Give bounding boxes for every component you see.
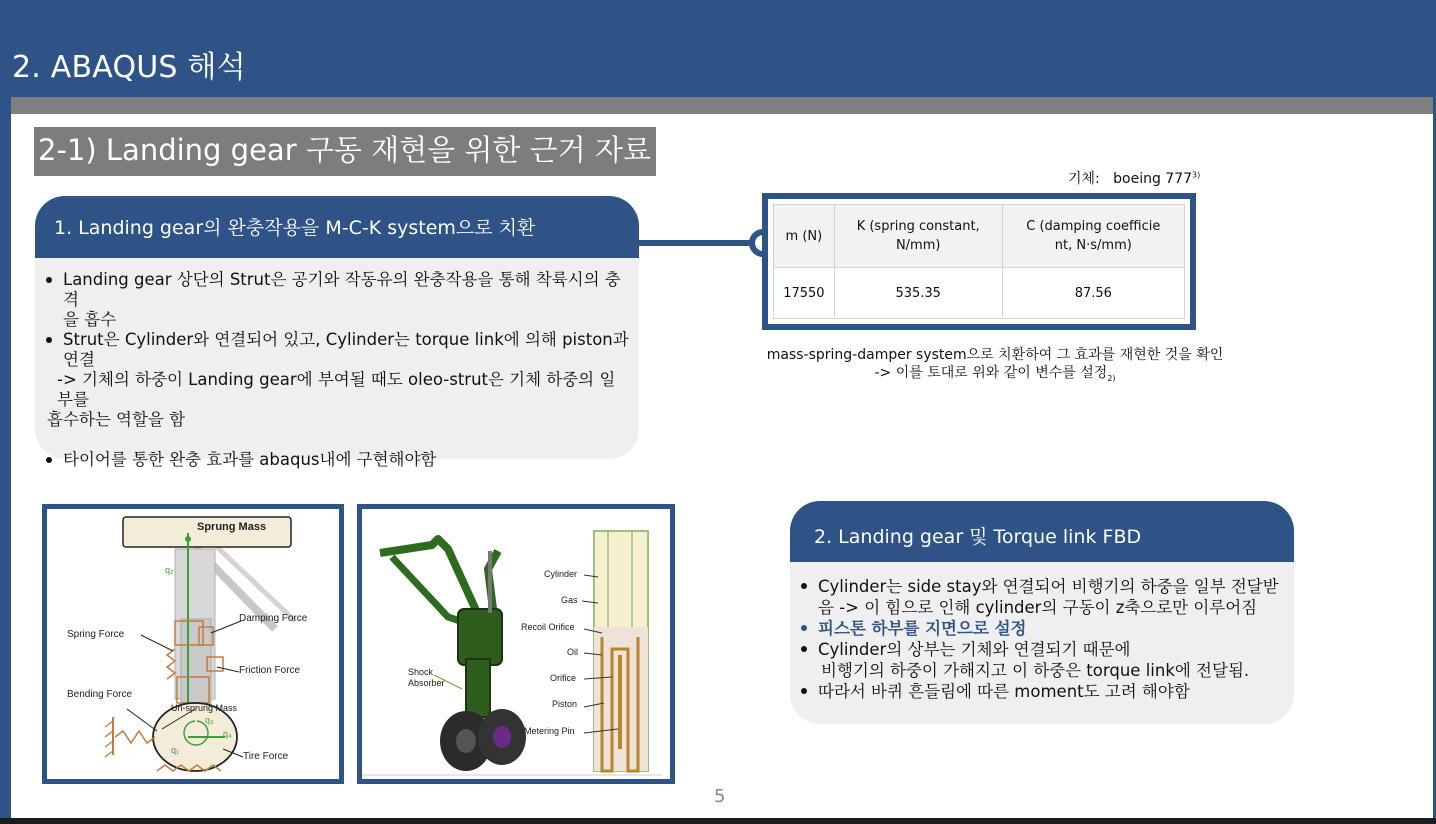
bullet-text: Strut은 Cylinder와 연결되어 있고, Cylinder는 torque link에 의해 piston과 bbox=[63, 330, 629, 349]
label-q1: q₁ bbox=[171, 745, 180, 755]
label-orifice: Orifice bbox=[550, 673, 577, 683]
bullet-tire bbox=[45, 450, 629, 470]
label-piston: Piston bbox=[552, 699, 578, 709]
table-row bbox=[774, 268, 1185, 319]
section-title: 2-1) Landing gear 구동 재현을 위한 근거 자료 bbox=[34, 127, 656, 176]
fbd-figure bbox=[42, 504, 344, 784]
aircraft-name: boeing 777 bbox=[1113, 171, 1193, 187]
label-absorber: Absorber bbox=[408, 678, 445, 688]
table-cell-spring: 535.35 bbox=[834, 268, 1002, 319]
fbd-panel-heading: 2. Landing gear 및 Torque link FBD bbox=[790, 501, 1294, 562]
panel-connector-line bbox=[638, 240, 756, 246]
oleo-strut-figure bbox=[357, 504, 675, 784]
aircraft-label bbox=[1068, 168, 1200, 188]
bullet-strut bbox=[45, 270, 629, 330]
bullet-text: 연결 bbox=[63, 350, 95, 369]
table-header-cell: m (N) bbox=[774, 205, 835, 268]
caption-ref: 2) bbox=[1107, 373, 1116, 383]
mck-explanation-panel bbox=[35, 196, 639, 469]
label-q4: q₄ bbox=[223, 729, 232, 739]
arrow-note-line: -> 기체의 하중이 Landing gear에 부여될 때도 oleo-strut은 기체 하중의 일부를 bbox=[57, 370, 616, 409]
label-unsprung-mass: Un-sprung Mass bbox=[171, 703, 238, 713]
aircraft-ref: 3) bbox=[1192, 170, 1201, 180]
bottom-edge-bar bbox=[0, 818, 1436, 824]
label-gas: Gas bbox=[561, 595, 578, 605]
table-header-cell: C (damping coefficie nt, N·s/mm) bbox=[1002, 205, 1184, 268]
bullet-side-stay bbox=[800, 576, 1286, 618]
table-cell-mass: 17550 bbox=[774, 268, 835, 319]
label-recoil-orifice: Recoil Orifice bbox=[521, 622, 575, 632]
fbd-drawing bbox=[47, 509, 339, 779]
label-oil: Oil bbox=[567, 647, 578, 657]
oleo-strut-drawing bbox=[362, 509, 670, 779]
label-bending-force: Bending Force bbox=[67, 689, 133, 700]
label-q3: q₃ bbox=[205, 715, 214, 725]
slide-header-title: 2. ABAQUS 해석 bbox=[12, 50, 246, 85]
label-spring-force: Spring Force bbox=[67, 629, 125, 640]
bullet-text: 따라서 바퀴 흔들림에 따른 moment도 고려 해야함 bbox=[818, 682, 1190, 701]
label-metering-pin: Metering Pin bbox=[524, 726, 575, 736]
bullet-cylinder-top bbox=[800, 639, 1286, 681]
label-shock: Shock bbox=[408, 667, 434, 677]
mck-panel-heading: 1. Landing gear의 완충작용을 M-C-K system으로 치환 bbox=[35, 196, 639, 258]
fbd-explanation-panel bbox=[790, 501, 1294, 724]
bullet-cylinder bbox=[45, 330, 629, 370]
bullet-piston-ground bbox=[800, 618, 1286, 639]
table-header-cell: K (spring constant, N/mm) bbox=[834, 205, 1002, 268]
bullet-text: 타이어를 통한 완충 효과를 abaqus내에 구현해야함 bbox=[63, 450, 437, 469]
bullet-text: 피스톤 하부를 지면으로 설정 bbox=[818, 619, 1027, 638]
bullet-text: Landing gear 상단의 Strut은 공기와 작동유의 완충작용을 통해 착륙시의 충격 bbox=[63, 270, 621, 309]
arrow-note-line: 흡수하는 역할을 함 bbox=[47, 410, 186, 429]
bullet-text: 음 -> 이 힘으로 인해 cylinder의 구동이 z축으로만 이루어짐 bbox=[818, 598, 1258, 617]
label-cylinder: Cylinder bbox=[544, 569, 578, 579]
header-divider-band bbox=[11, 97, 1433, 114]
page-number: 5 bbox=[714, 786, 726, 807]
label-damping-force: Damping Force bbox=[239, 613, 308, 624]
table-cell-damping: 87.56 bbox=[1002, 268, 1184, 319]
caption-line: mass-spring-damper system으로 치환하여 그 효과를 재현한 것을 확인 bbox=[766, 347, 1224, 363]
label-sprung-mass: Sprung Mass bbox=[197, 521, 267, 533]
label-friction-force: Friction Force bbox=[239, 665, 301, 676]
bullet-moment bbox=[800, 681, 1286, 702]
arrow-note bbox=[45, 370, 629, 430]
bullet-text: Cylinder의 상부는 기체와 연결되기 때문에 bbox=[818, 640, 1131, 659]
mck-panel-body bbox=[35, 258, 639, 470]
table-caption bbox=[762, 346, 1228, 388]
mck-parameter-table bbox=[762, 193, 1196, 330]
label-q2: q₂ bbox=[165, 565, 174, 575]
fbd-panel-body bbox=[790, 562, 1294, 702]
bullet-text: Cylinder는 side stay와 연결되어 비행기의 하중을 일부 전달받 bbox=[818, 577, 1279, 596]
label-tire-force: Tire Force bbox=[243, 751, 289, 762]
table-header-row bbox=[774, 205, 1185, 268]
bullet-text: 비행기의 하중이 가해지고 이 하중은 torque link에 전달됨. bbox=[821, 661, 1250, 680]
caption-line: -> 이를 토대로 위와 같이 변수를 설정$_{2)}$ bbox=[874, 365, 1116, 383]
bullet-text: 을 흡수 bbox=[63, 310, 117, 329]
aircraft-label-key: 기체: bbox=[1068, 171, 1100, 187]
